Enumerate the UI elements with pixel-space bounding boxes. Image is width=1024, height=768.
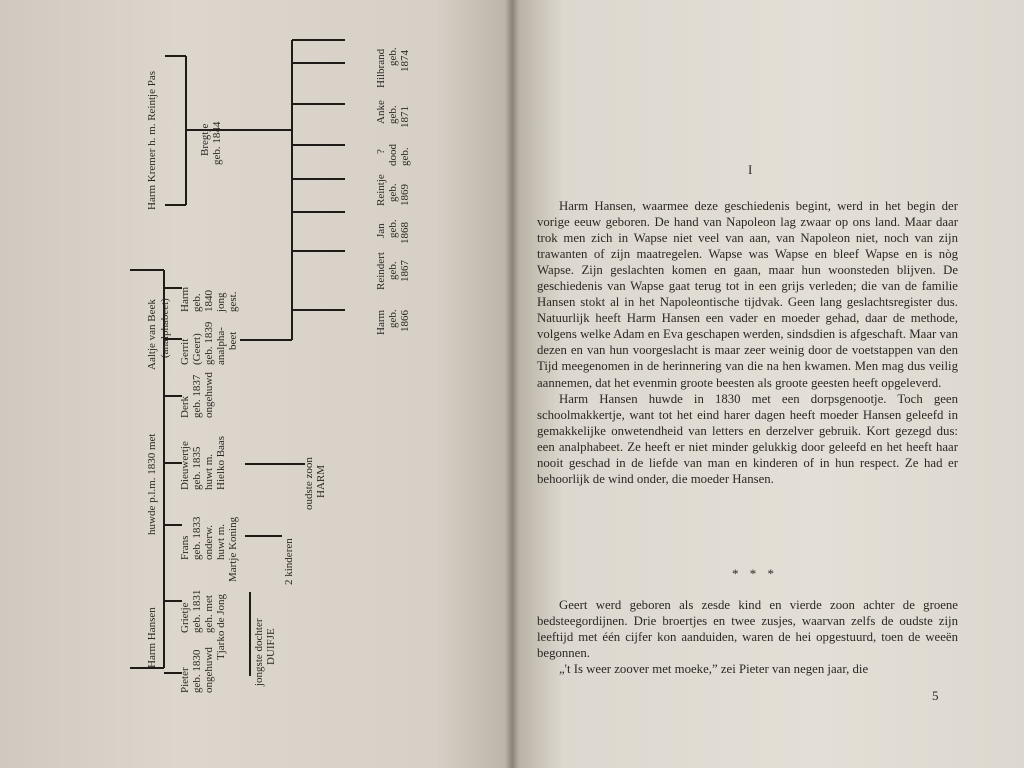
tree-text: beet	[227, 331, 239, 350]
paragraph: Geert werd geboren als zesde kind en vierde zoon achter de groene bedsteegordijnen. Drie broertjes en twee zusjes, waarvan zelfs de oudste zijn leeftijd met één cijfer kon aanduiden, waren de hei opgestuurd, toen de weeën begonnen.	[537, 598, 958, 661]
section-separator: * * *	[732, 566, 778, 581]
tree-text: onderw.	[203, 524, 215, 560]
tree-text: geb.	[387, 261, 399, 280]
tree-child-frans	[179, 516, 239, 582]
tree-text: DUIFJE	[265, 628, 277, 665]
tree-text: geb. 1839	[203, 321, 215, 365]
tree-child-harm	[179, 287, 239, 313]
tree-text: huwt m.	[203, 453, 215, 490]
tree-grandchild-gerrit-reintje	[375, 174, 411, 206]
tree-text: (Geert)	[191, 333, 203, 365]
tree-grandchild-gerrit-jan	[375, 219, 411, 244]
tree-child-derk	[179, 372, 215, 418]
tree-husband: Harm Hansen	[146, 607, 158, 668]
tree-text: 1871	[399, 106, 411, 128]
tree-text: geb.	[399, 147, 411, 166]
tree-text: Pieter	[179, 667, 191, 693]
tree-text: geb. 1837	[191, 374, 203, 418]
tree-text: Reintje	[375, 174, 387, 206]
tree-married: huwde p.l.m. 1830 met	[146, 433, 158, 535]
paragraph: Harm Hansen, waarmee deze geschiedenis begint, werd in het begin der vorige eeuw geboren. De hand van Napoleon lag zwaar op ons land. Maar daar trok men zich in Wapse niet veel van aan, van Napoleon niet, noch van zijn trawanten of zijn maatregelen. Wapse was Wapse en bleef Wapse en is nòg Wapse. Zijn geslachten komen en gaan, maar hun woonsteden blijven. De geschiedenis van Wapse gaat terug tot in een grijs verleden; die van de familie Hansen stokt al in het Napoleontische tijdvak. Geen lang geslachtsregister dus. Natuurlijk heeft Harm Hansen een vader en moeder gehad, daar de methode, volgens welke Adam en Eva geschapen werden, sindsdien is afgeschaft. Maar van dezen en van hun voorgeslacht is maar zeer weinig door de voetstappen van den Tijd meegenomen in de herinnering van die na hen kwamen. Men mag dus veilig aannemen, dat het evenmin groote beesten als groote geesten heeft opgeleverd.	[537, 199, 958, 390]
tree-inlaws-couple: Harm Kremer h. m. Reintje Pas	[146, 71, 158, 210]
chapter-number: I	[748, 162, 753, 177]
tree-text: geb.	[387, 219, 399, 238]
tree-grandchild-harm	[303, 457, 327, 510]
tree-text: Tjarko de Jong	[215, 594, 227, 660]
tree-grandchild-gerrit-reindert	[375, 252, 411, 290]
tree-text: geh. met	[203, 595, 215, 633]
tree-text: Grietje	[179, 602, 191, 633]
tree-child-dieuwertje	[179, 436, 227, 490]
tree-text: 1867	[399, 260, 411, 282]
tree-text: geb.	[191, 293, 203, 312]
tree-text: Jan	[375, 223, 387, 238]
tree-text: geb. 1835	[191, 446, 203, 490]
tree-text: 1869	[399, 184, 411, 206]
tree-text: 1874	[399, 50, 411, 72]
tree-text: 1840	[203, 290, 215, 312]
tree-text: Dieuwertje	[179, 441, 191, 490]
tree-wife-note: (analphabeet)	[159, 298, 171, 358]
tree-child-gerrit	[179, 321, 239, 365]
tree-grandchild-duifje	[253, 618, 277, 687]
page-number: 5	[932, 688, 939, 703]
tree-text: geb.	[387, 47, 399, 66]
tree-text: Martje Koning	[227, 516, 239, 582]
tree-text: Gerrit	[179, 338, 191, 365]
tree-grandchild-frans-kids	[283, 538, 295, 585]
tree-wife: Aaltje van Beek	[146, 299, 158, 370]
tree-text: geb. 1831	[191, 589, 203, 633]
tree-grandchild-gerrit-unknown	[375, 144, 411, 167]
tree-inlaws-daughter: Bregtje	[199, 123, 211, 156]
chapter-body-continued	[537, 597, 958, 677]
tree-text: analpha-	[215, 327, 227, 365]
tree-text: Frans	[179, 535, 191, 560]
tree-text: geb. 1833	[191, 516, 203, 560]
tree-text: 1866	[399, 310, 411, 332]
tree-text: geb. 1830	[191, 649, 203, 693]
tree-child-pieter	[179, 647, 215, 693]
tree-text: HARM	[315, 464, 327, 498]
tree-text: 1868	[399, 222, 411, 244]
tree-text: Derk	[179, 396, 191, 418]
tree-text: oudste zoon	[303, 457, 315, 510]
chapter-body	[537, 198, 958, 487]
tree-grandchild-gerrit-hilbrand	[375, 47, 411, 88]
tree-text: Reindert	[375, 252, 387, 290]
tree-text: ongehuwd	[203, 372, 215, 418]
tree-text: Hilbrand	[375, 48, 387, 88]
tree-text: Anke	[375, 100, 387, 124]
tree-text: gest.	[227, 291, 239, 312]
paragraph: Harm Hansen huwde in 1830 met een dorpsgenootje. Toch geen schoolmakkertje, want tot het eind harer dagen heeft moeder Hansen geleefd in gemakkelijke onwetendheid van letters en derzelver gebruik. Kort gezegd dus: een analphabeet. Ze heeft er niet minder gelukkig door geleefd en het heeft haar nooit geschad in de liefde van man en kinderen of in hun respect. Ze had er behoorlijk de wind onder, die moeder Hansen.	[537, 391, 958, 486]
tree-text: geb.	[387, 309, 399, 328]
tree-text: ongehuwd	[203, 647, 215, 693]
tree-text: huwt m.	[215, 523, 227, 560]
tree-grandchild-gerrit-harm	[375, 309, 411, 335]
tree-text: Harm	[179, 286, 191, 312]
tree-text: jong	[215, 292, 227, 312]
tree-text: 2 kinderen	[283, 538, 295, 585]
tree-text: ?	[375, 149, 387, 154]
tree-text: geb.	[387, 105, 399, 124]
tree-grandchild-gerrit-anke	[375, 100, 411, 128]
tree-inlaws-daughter-year: geb. 1844	[211, 121, 223, 165]
paragraph: „'t Is weer zoover met moeke,” zei Pieter van negen jaar, die	[559, 662, 869, 677]
tree-text: dood	[387, 144, 399, 166]
tree-text: Hielko Baas	[215, 435, 227, 490]
tree-text: jongste dochter	[253, 618, 265, 686]
tree-text: Harm	[375, 309, 387, 335]
tree-text: geb.	[387, 183, 399, 202]
